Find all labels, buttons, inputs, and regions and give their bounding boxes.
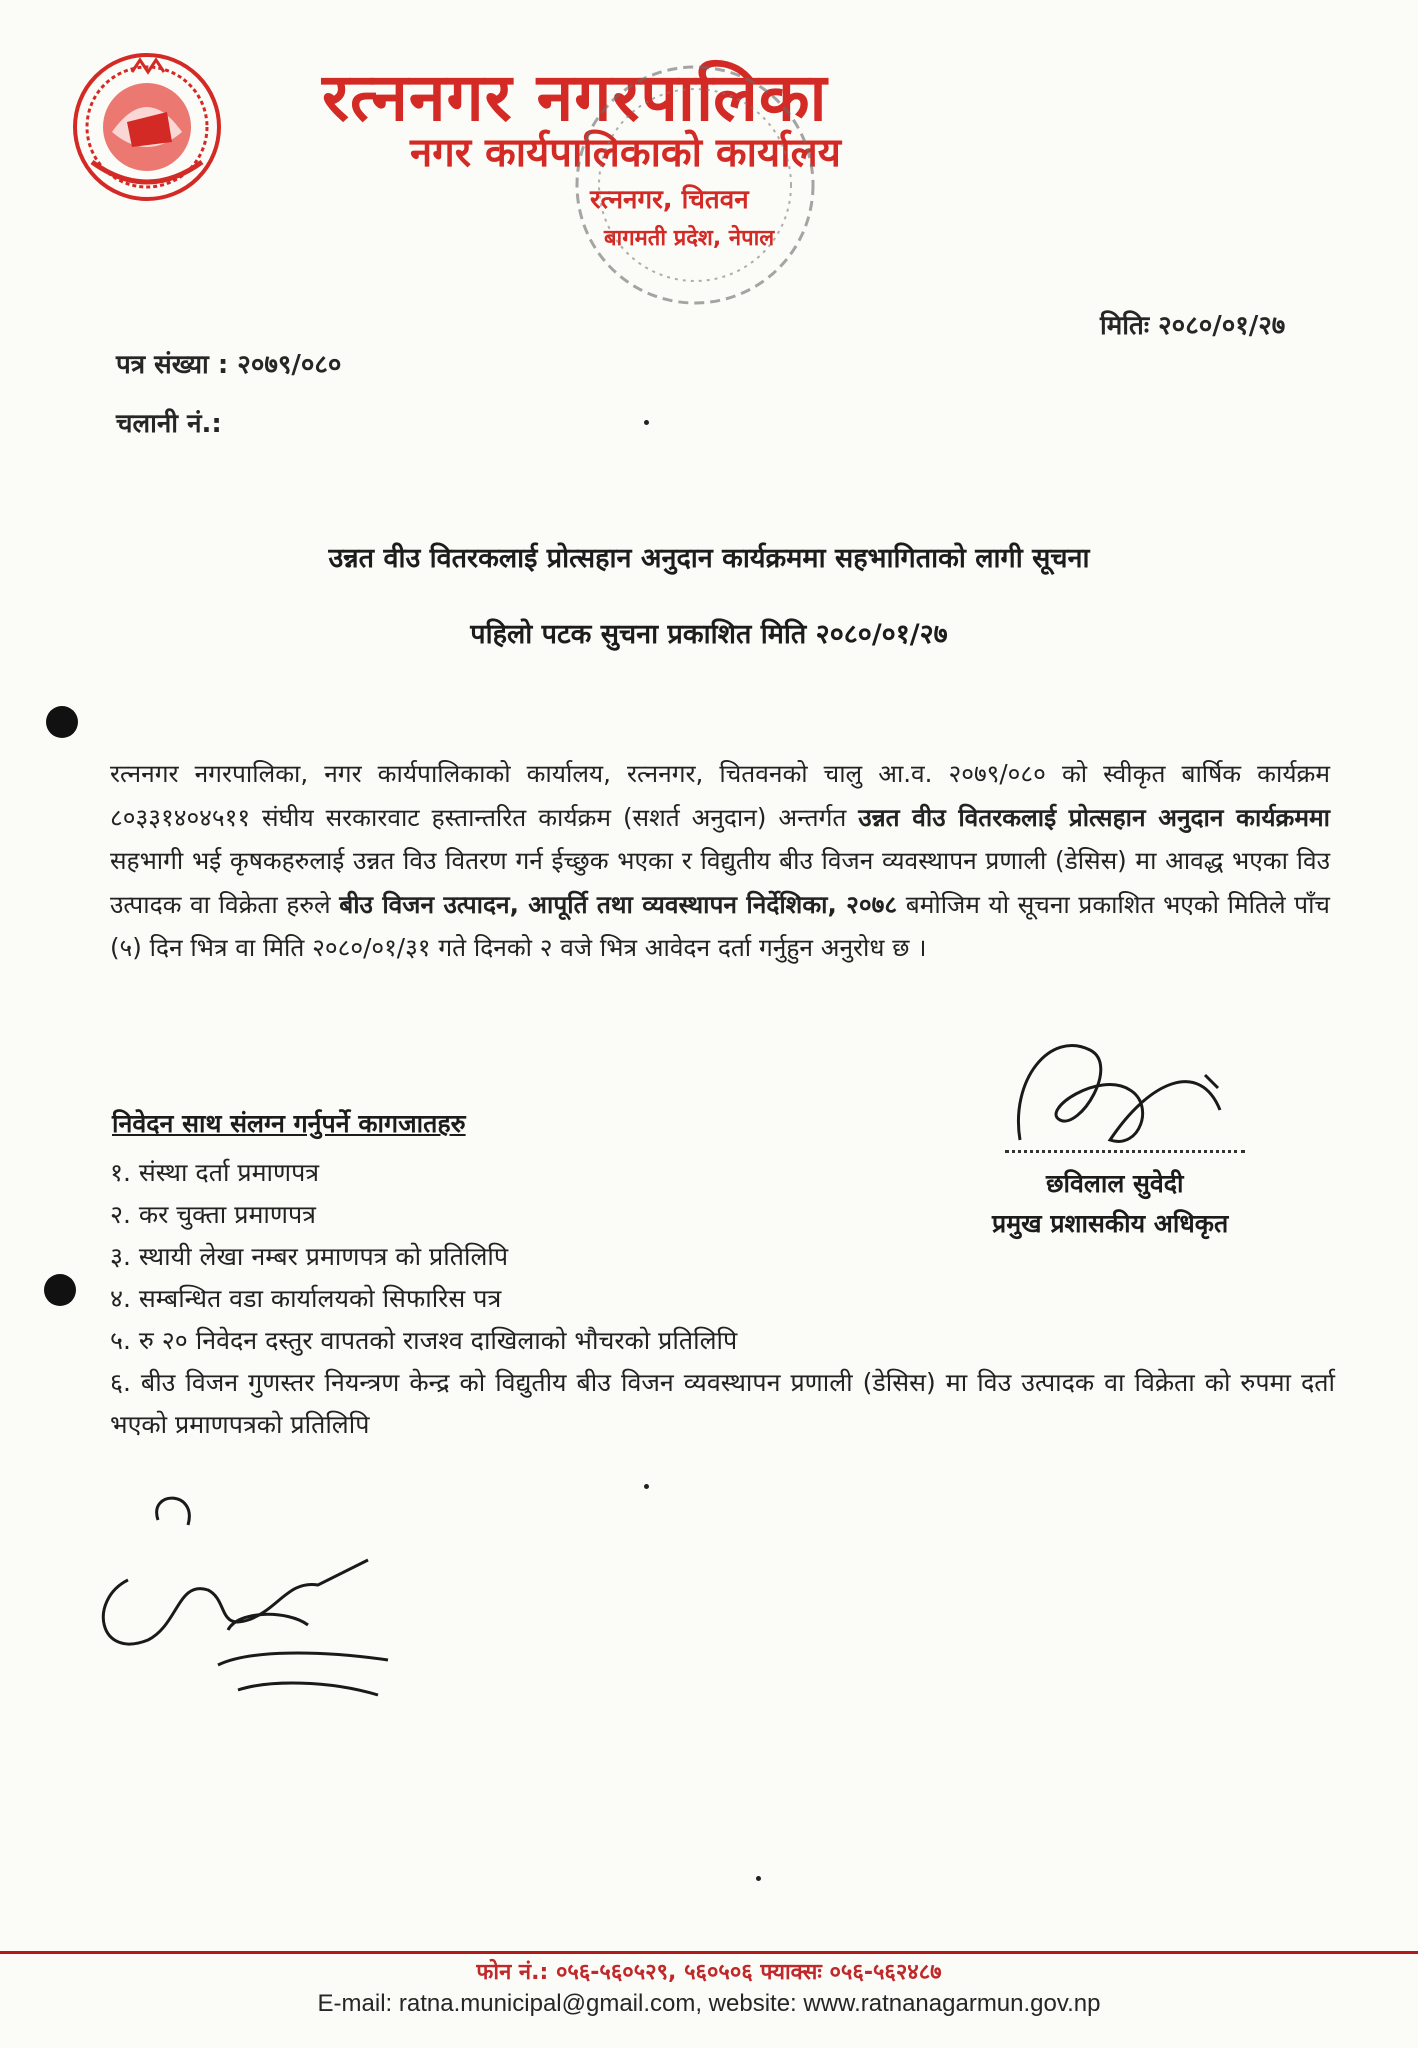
letter-date: मितिः २०८०/०१/२७	[1100, 311, 1286, 341]
list-item: ५. रु २० निवेदन दस्तुर वापतको राजश्व दाखिलाको भौचरको प्रतिलिपि	[110, 1326, 738, 1355]
officer-title: प्रमुख प्रशासकीय अधिकृत	[992, 1209, 1229, 1238]
signature-agriculture-officer	[88, 1490, 448, 1705]
officer-name: छविलाल सुवेदी	[1046, 1169, 1184, 1198]
signature-chief-officer	[990, 1020, 1250, 1170]
office-name: नगर कार्यपालिकाको कार्यालय	[410, 130, 841, 176]
signature-line	[1005, 1150, 1245, 1153]
letter-reference-number: पत्र संख्या : २०७९/०८०	[116, 350, 342, 380]
documents-heading: निवेदन साथ संलग्न गर्नुपर्ने कागजातहरु	[112, 1109, 466, 1138]
dispatch-number: चलानी नं.:	[116, 409, 222, 439]
punch-hole-mark	[44, 1274, 76, 1306]
nepal-government-emblem-icon	[72, 52, 222, 202]
list-item: २. कर चुक्ता प्रमाणपत्र	[110, 1200, 316, 1229]
office-address-line1: रत्ननगर, चितवन	[590, 185, 749, 215]
list-item: १. संस्था दर्ता प्रमाणपत्र	[110, 1158, 320, 1187]
notice-subject: उन्नत वीउ वितरकलाई प्रोत्सहान अनुदान कार्यक्रममा सहभागिताको लागी सूचना	[328, 543, 1090, 574]
speck-mark	[756, 1876, 761, 1881]
org-name: रत्ननगर नगरपालिका	[322, 59, 828, 136]
footer-contact-numbers: फोन नं.: ०५६-५६०५२९, ५६०५०६ फ्याक्सः ०५६-५६२४८७	[476, 1960, 942, 1985]
list-item: ६. बीउ विजन गुणस्तर नियन्त्रण केन्द्र को विद्युतीय बीउ विजन व्यवस्थापन प्रणाली (डेसिस) मा विउ उत्पादक वा विक्रेता को रुपमा दर्ता भएको प्रमाणपत्रको प्रतिलिपि	[110, 1368, 1335, 1439]
notice-body: रत्ननगर नगरपालिका, नगर कार्यपालिकाको कार्यालय, रत्ननगर, चितवनको चालु आ.व. २०७९/०८० को स्वीकृत बार्षिक कार्यक्रम ८०३३१४०४५११ संघीय सरकारवाट हस्तान्तरित कार्यक्रम (सशर्त अनुदान) अन्तर्गत उन्नत वीउ वितरकलाई प्रोत्सहान अनुदान कार्यक्रममा सहभागी भई कृषकहरुलाई उन्नत विउ वितरण गर्न ईच्छुक भएका र विद्युतीय बीउ विजन व्यवस्थापन प्रणाली (डेसिस) मा आवद्ध भएका विउ उत्पादक वा विक्रेता हरुले बीउ विजन उत्पादन, आपूर्ति तथा व्यवस्थापन निर्देशिका, २०७८ बमोजिम यो सूचना प्रकाशित भएको मितिले पाँच (५) दिन भित्र वा मिति २०८०/०१/३१ गते दिनको २ वजे भित्र आवेदन दर्ता गर्नुहुन अनुरोध छ ।	[110, 759, 1330, 962]
list-item: ३. स्थायी लेखा नम्बर प्रमाणपत्र को प्रतिलिपि	[110, 1242, 509, 1271]
list-item: ४. सम्बन्धित वडा कार्यालयको सिफारिस पत्र	[110, 1284, 502, 1313]
footer-email-website: E-mail: ratna.municipal@gmail.com, website: www.ratnanagarmun.gov.np	[317, 1990, 1101, 2017]
speck-mark	[644, 420, 649, 425]
first-published-date: पहिलो पटक सुचना प्रकाशित मिति २०८०/०१/२७	[470, 619, 948, 650]
speck-mark	[644, 1484, 649, 1489]
footer-divider	[0, 1951, 1418, 1954]
punch-hole-mark	[46, 706, 78, 738]
office-seal-stamp-icon	[560, 50, 830, 320]
office-address-line2: बागमती प्रदेश, नेपाल	[604, 226, 775, 251]
